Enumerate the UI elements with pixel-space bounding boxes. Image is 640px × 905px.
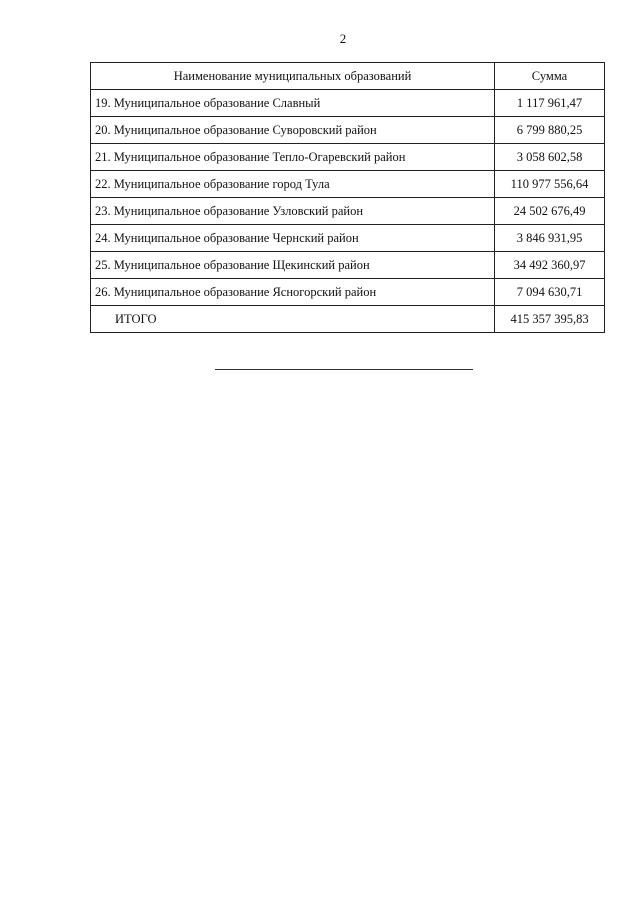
total-sum: 415 357 395,83 bbox=[495, 306, 605, 333]
row-name: 20. Муниципальное образование Суворовский район bbox=[91, 117, 495, 144]
table-row bbox=[91, 252, 605, 279]
total-row bbox=[91, 306, 605, 333]
page-number: 2 bbox=[339, 31, 347, 46]
table-row bbox=[91, 225, 605, 252]
row-sum: 6 799 880,25 bbox=[495, 117, 605, 144]
end-divider-line bbox=[215, 369, 473, 370]
table-row bbox=[91, 144, 605, 171]
table-row bbox=[91, 198, 605, 225]
column-header-name: Наименование муниципальных образований bbox=[91, 63, 495, 90]
total-label: ИТОГО bbox=[91, 306, 495, 333]
row-name: 25. Муниципальное образование Щекинский район bbox=[91, 252, 495, 279]
table-row bbox=[91, 171, 605, 198]
municipal-amounts-table bbox=[90, 62, 605, 333]
row-sum: 7 094 630,71 bbox=[495, 279, 605, 306]
row-sum: 3 058 602,58 bbox=[495, 144, 605, 171]
row-name: 22. Муниципальное образование город Тула bbox=[91, 171, 495, 198]
row-sum: 34 492 360,97 bbox=[495, 252, 605, 279]
row-name: 19. Муниципальное образование Славный bbox=[91, 90, 495, 117]
row-sum: 1 117 961,47 bbox=[495, 90, 605, 117]
row-name: 24. Муниципальное образование Чернский район bbox=[91, 225, 495, 252]
column-header-sum: Сумма bbox=[495, 63, 605, 90]
row-sum: 24 502 676,49 bbox=[495, 198, 605, 225]
row-sum: 110 977 556,64 bbox=[495, 171, 605, 198]
row-sum: 3 846 931,95 bbox=[495, 225, 605, 252]
table-row bbox=[91, 117, 605, 144]
table-row bbox=[91, 279, 605, 306]
table-row bbox=[91, 90, 605, 117]
table-header-row bbox=[91, 63, 605, 90]
row-name: 26. Муниципальное образование Ясногорский район bbox=[91, 279, 495, 306]
row-name: 23. Муниципальное образование Узловский район bbox=[91, 198, 495, 225]
row-name: 21. Муниципальное образование Тепло-Огаревский район bbox=[91, 144, 495, 171]
